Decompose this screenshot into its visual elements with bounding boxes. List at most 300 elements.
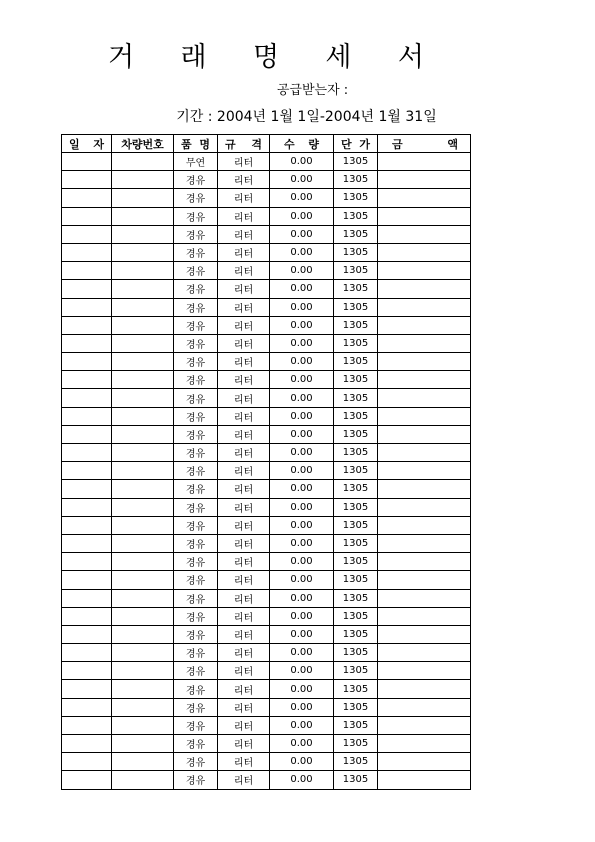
date-cell xyxy=(62,480,112,498)
vehicle-cell xyxy=(112,753,174,771)
spec-cell: 리터 xyxy=(218,735,270,753)
qty-cell: 0.00 xyxy=(270,444,334,462)
spec-cell: 리터 xyxy=(218,571,270,589)
spec-cell: 리터 xyxy=(218,771,270,789)
amount-cell xyxy=(378,716,471,734)
amount-cell xyxy=(378,680,471,698)
spec-cell: 리터 xyxy=(218,225,270,243)
title-char: 래 xyxy=(180,42,207,73)
vehicle-cell xyxy=(112,353,174,371)
vehicle-cell xyxy=(112,735,174,753)
unit-price-cell: 1305 xyxy=(334,735,378,753)
table-row xyxy=(62,316,471,334)
item-cell: 경유 xyxy=(174,498,218,516)
vehicle-cell xyxy=(112,534,174,552)
date-cell xyxy=(62,243,112,261)
qty-cell: 0.00 xyxy=(270,462,334,480)
unit-price-cell: 1305 xyxy=(334,207,378,225)
date-cell xyxy=(62,262,112,280)
table-row xyxy=(62,516,471,534)
table-row xyxy=(62,280,471,298)
date-cell xyxy=(62,407,112,425)
table-row xyxy=(62,425,471,443)
qty-cell: 0.00 xyxy=(270,516,334,534)
unit-price-cell: 1305 xyxy=(334,698,378,716)
qty-cell: 0.00 xyxy=(270,571,334,589)
header-qty-char: 량 xyxy=(308,137,319,151)
vehicle-cell xyxy=(112,243,174,261)
table-row xyxy=(62,334,471,352)
unit-price-cell: 1305 xyxy=(334,189,378,207)
unit-price-cell: 1305 xyxy=(334,444,378,462)
spec-cell: 리터 xyxy=(218,189,270,207)
date-cell xyxy=(62,644,112,662)
table-row xyxy=(62,735,471,753)
unit-price-cell: 1305 xyxy=(334,607,378,625)
spec-cell: 리터 xyxy=(218,280,270,298)
qty-cell: 0.00 xyxy=(270,280,334,298)
unit-price-cell: 1305 xyxy=(334,716,378,734)
unit-price-cell: 1305 xyxy=(334,153,378,171)
unit-price-cell: 1305 xyxy=(334,407,378,425)
item-cell: 경유 xyxy=(174,262,218,280)
unit-price-cell: 1305 xyxy=(334,316,378,334)
item-cell: 경유 xyxy=(174,371,218,389)
item-cell: 경유 xyxy=(174,243,218,261)
date-cell xyxy=(62,716,112,734)
qty-cell: 0.00 xyxy=(270,189,334,207)
amount-cell xyxy=(378,425,471,443)
vehicle-cell xyxy=(112,662,174,680)
vehicle-cell xyxy=(112,516,174,534)
date-cell xyxy=(62,316,112,334)
spec-cell: 리터 xyxy=(218,698,270,716)
vehicle-cell xyxy=(112,771,174,789)
unit-price-cell: 1305 xyxy=(334,498,378,516)
amount-cell xyxy=(378,207,471,225)
qty-cell: 0.00 xyxy=(270,771,334,789)
item-cell: 경유 xyxy=(174,771,218,789)
spec-cell: 리터 xyxy=(218,753,270,771)
unit-price-cell: 1305 xyxy=(334,298,378,316)
item-cell: 경유 xyxy=(174,589,218,607)
date-cell xyxy=(62,371,112,389)
qty-cell: 0.00 xyxy=(270,425,334,443)
vehicle-cell xyxy=(112,444,174,462)
unit-price-cell: 1305 xyxy=(334,262,378,280)
header-amount xyxy=(378,135,471,153)
unit-price-cell: 1305 xyxy=(334,462,378,480)
header-amount-char: 금 xyxy=(392,137,403,151)
spec-cell: 리터 xyxy=(218,153,270,171)
item-cell: 경유 xyxy=(174,444,218,462)
vehicle-cell xyxy=(112,171,174,189)
amount-cell xyxy=(378,316,471,334)
unit-price-cell: 1305 xyxy=(334,589,378,607)
amount-cell xyxy=(378,389,471,407)
vehicle-cell xyxy=(112,280,174,298)
spec-cell: 리터 xyxy=(218,498,270,516)
item-cell: 경유 xyxy=(174,225,218,243)
spec-cell: 리터 xyxy=(218,589,270,607)
spec-cell: 리터 xyxy=(218,316,270,334)
vehicle-cell xyxy=(112,462,174,480)
qty-cell: 0.00 xyxy=(270,480,334,498)
table-row xyxy=(62,553,471,571)
item-cell: 경유 xyxy=(174,753,218,771)
amount-cell xyxy=(378,280,471,298)
item-cell: 경유 xyxy=(174,680,218,698)
unit-price-cell: 1305 xyxy=(334,662,378,680)
qty-cell: 0.00 xyxy=(270,407,334,425)
date-cell xyxy=(62,298,112,316)
qty-cell: 0.00 xyxy=(270,498,334,516)
item-cell: 경유 xyxy=(174,607,218,625)
qty-cell: 0.00 xyxy=(270,644,334,662)
qty-cell: 0.00 xyxy=(270,607,334,625)
amount-cell xyxy=(378,607,471,625)
transaction-table xyxy=(61,134,471,790)
vehicle-cell xyxy=(112,716,174,734)
amount-cell xyxy=(378,625,471,643)
unit-price-cell: 1305 xyxy=(334,371,378,389)
vehicle-cell xyxy=(112,680,174,698)
vehicle-cell xyxy=(112,371,174,389)
date-cell xyxy=(62,189,112,207)
spec-cell: 리터 xyxy=(218,534,270,552)
table-row xyxy=(62,189,471,207)
table-row xyxy=(62,298,471,316)
qty-cell: 0.00 xyxy=(270,625,334,643)
amount-cell xyxy=(378,534,471,552)
qty-cell: 0.00 xyxy=(270,371,334,389)
amount-cell xyxy=(378,371,471,389)
spec-cell: 리터 xyxy=(218,243,270,261)
vehicle-cell xyxy=(112,316,174,334)
unit-price-cell: 1305 xyxy=(334,334,378,352)
qty-cell: 0.00 xyxy=(270,207,334,225)
spec-cell: 리터 xyxy=(218,607,270,625)
header-price-char: 단 xyxy=(341,137,352,151)
table-row xyxy=(62,153,471,171)
item-cell: 경유 xyxy=(174,735,218,753)
date-cell xyxy=(62,425,112,443)
unit-price-cell: 1305 xyxy=(334,644,378,662)
vehicle-cell xyxy=(112,589,174,607)
date-cell xyxy=(62,462,112,480)
header-item-char: 품 xyxy=(181,137,192,151)
vehicle-cell xyxy=(112,644,174,662)
table-row xyxy=(62,680,471,698)
item-cell: 경유 xyxy=(174,353,218,371)
unit-price-cell: 1305 xyxy=(334,280,378,298)
amount-cell xyxy=(378,753,471,771)
qty-cell: 0.00 xyxy=(270,243,334,261)
amount-cell xyxy=(378,553,471,571)
title-char: 서 xyxy=(397,42,424,73)
table-row xyxy=(62,607,471,625)
table-row xyxy=(62,225,471,243)
item-cell: 경유 xyxy=(174,280,218,298)
unit-price-cell: 1305 xyxy=(334,425,378,443)
date-cell xyxy=(62,334,112,352)
spec-cell: 리터 xyxy=(218,516,270,534)
amount-cell xyxy=(378,171,471,189)
qty-cell: 0.00 xyxy=(270,553,334,571)
amount-cell xyxy=(378,516,471,534)
table-row xyxy=(62,753,471,771)
qty-cell: 0.00 xyxy=(270,753,334,771)
unit-price-cell: 1305 xyxy=(334,571,378,589)
table-row xyxy=(62,243,471,261)
vehicle-cell xyxy=(112,334,174,352)
vehicle-cell xyxy=(112,480,174,498)
header-qty-char: 수 xyxy=(284,137,295,151)
date-cell xyxy=(62,680,112,698)
date-cell xyxy=(62,498,112,516)
item-cell: 경유 xyxy=(174,462,218,480)
table-row xyxy=(62,389,471,407)
spec-cell: 리터 xyxy=(218,680,270,698)
vehicle-cell xyxy=(112,553,174,571)
amount-cell xyxy=(378,462,471,480)
date-cell xyxy=(62,698,112,716)
spec-cell: 리터 xyxy=(218,407,270,425)
item-cell: 경유 xyxy=(174,298,218,316)
qty-cell: 0.00 xyxy=(270,662,334,680)
header-price-char: 가 xyxy=(359,137,370,151)
vehicle-cell xyxy=(112,625,174,643)
spec-cell: 리터 xyxy=(218,644,270,662)
table-row xyxy=(62,480,471,498)
date-cell xyxy=(62,225,112,243)
item-cell: 경유 xyxy=(174,516,218,534)
vehicle-cell xyxy=(112,153,174,171)
table-row xyxy=(62,771,471,789)
date-cell xyxy=(62,389,112,407)
header-vehicle: 차량번호 xyxy=(112,135,174,153)
item-cell: 경유 xyxy=(174,553,218,571)
spec-cell: 리터 xyxy=(218,334,270,352)
unit-price-cell: 1305 xyxy=(334,353,378,371)
spec-cell: 리터 xyxy=(218,462,270,480)
spec-cell: 리터 xyxy=(218,371,270,389)
date-cell xyxy=(62,171,112,189)
amount-cell xyxy=(378,225,471,243)
vehicle-cell xyxy=(112,189,174,207)
item-cell: 경유 xyxy=(174,207,218,225)
table-row xyxy=(62,589,471,607)
spec-cell: 리터 xyxy=(218,262,270,280)
date-cell xyxy=(62,207,112,225)
qty-cell: 0.00 xyxy=(270,389,334,407)
header-qty xyxy=(270,135,334,153)
amount-cell xyxy=(378,662,471,680)
qty-cell: 0.00 xyxy=(270,298,334,316)
unit-price-cell: 1305 xyxy=(334,680,378,698)
table-row xyxy=(62,207,471,225)
vehicle-cell xyxy=(112,425,174,443)
table-row xyxy=(62,498,471,516)
qty-cell: 0.00 xyxy=(270,534,334,552)
amount-cell xyxy=(378,698,471,716)
table-row xyxy=(62,644,471,662)
table-body xyxy=(62,153,471,790)
vehicle-cell xyxy=(112,571,174,589)
spec-cell: 리터 xyxy=(218,171,270,189)
date-cell xyxy=(62,534,112,552)
item-cell: 경유 xyxy=(174,698,218,716)
amount-cell xyxy=(378,735,471,753)
item-cell: 경유 xyxy=(174,171,218,189)
unit-price-cell: 1305 xyxy=(334,171,378,189)
table-row xyxy=(62,462,471,480)
unit-price-cell: 1305 xyxy=(334,480,378,498)
date-cell xyxy=(62,153,112,171)
amount-cell xyxy=(378,298,471,316)
header-spec-char: 격 xyxy=(251,137,262,151)
header-date-char: 일 xyxy=(69,137,80,151)
title-char: 명 xyxy=(252,42,280,73)
qty-cell: 0.00 xyxy=(270,353,334,371)
unit-price-cell: 1305 xyxy=(334,771,378,789)
table-row xyxy=(62,171,471,189)
unit-price-cell: 1305 xyxy=(334,516,378,534)
header-spec xyxy=(218,135,270,153)
header-spec-char: 규 xyxy=(225,137,236,151)
amount-cell xyxy=(378,407,471,425)
spec-cell: 리터 xyxy=(218,298,270,316)
unit-price-cell: 1305 xyxy=(334,225,378,243)
table-row xyxy=(62,625,471,643)
qty-cell: 0.00 xyxy=(270,680,334,698)
unit-price-cell: 1305 xyxy=(334,389,378,407)
date-cell xyxy=(62,662,112,680)
date-cell xyxy=(62,771,112,789)
item-cell: 경유 xyxy=(174,407,218,425)
item-cell: 경유 xyxy=(174,334,218,352)
vehicle-cell xyxy=(112,225,174,243)
qty-cell: 0.00 xyxy=(270,225,334,243)
table-row xyxy=(62,444,471,462)
amount-cell xyxy=(378,589,471,607)
header-item xyxy=(174,135,218,153)
qty-cell: 0.00 xyxy=(270,153,334,171)
amount-cell xyxy=(378,480,471,498)
title-char: 세 xyxy=(325,42,352,73)
item-cell: 경유 xyxy=(174,389,218,407)
spec-cell: 리터 xyxy=(218,553,270,571)
qty-cell: 0.00 xyxy=(270,716,334,734)
vehicle-cell xyxy=(112,698,174,716)
table-row xyxy=(62,716,471,734)
amount-cell xyxy=(378,353,471,371)
amount-cell xyxy=(378,771,471,789)
header-item-char: 명 xyxy=(199,137,210,151)
qty-cell: 0.00 xyxy=(270,698,334,716)
table-row xyxy=(62,571,471,589)
amount-cell xyxy=(378,498,471,516)
table-row xyxy=(62,698,471,716)
period-label: 기간 : 2004년 1월 1일-2004년 1월 31일 xyxy=(176,109,437,125)
date-cell xyxy=(62,553,112,571)
date-cell xyxy=(62,280,112,298)
vehicle-cell xyxy=(112,207,174,225)
table-row xyxy=(62,353,471,371)
item-cell: 경유 xyxy=(174,571,218,589)
item-cell: 경유 xyxy=(174,189,218,207)
amount-cell xyxy=(378,444,471,462)
spec-cell: 리터 xyxy=(218,444,270,462)
item-cell: 경유 xyxy=(174,480,218,498)
item-cell: 경유 xyxy=(174,316,218,334)
qty-cell: 0.00 xyxy=(270,735,334,753)
unit-price-cell: 1305 xyxy=(334,534,378,552)
vehicle-cell xyxy=(112,389,174,407)
spec-cell: 리터 xyxy=(218,625,270,643)
item-cell: 무연 xyxy=(174,153,218,171)
document-title xyxy=(60,38,470,78)
item-cell: 경유 xyxy=(174,716,218,734)
table-row xyxy=(62,407,471,425)
spec-cell: 리터 xyxy=(218,389,270,407)
date-cell xyxy=(62,589,112,607)
table-row xyxy=(62,371,471,389)
date-cell xyxy=(62,753,112,771)
table-row xyxy=(62,262,471,280)
qty-cell: 0.00 xyxy=(270,316,334,334)
spec-cell: 리터 xyxy=(218,662,270,680)
date-cell xyxy=(62,607,112,625)
amount-cell xyxy=(378,189,471,207)
vehicle-cell xyxy=(112,607,174,625)
qty-cell: 0.00 xyxy=(270,589,334,607)
spec-cell: 리터 xyxy=(218,480,270,498)
header-amount-char: 액 xyxy=(447,137,458,151)
spec-cell: 리터 xyxy=(218,425,270,443)
unit-price-cell: 1305 xyxy=(334,553,378,571)
vehicle-cell xyxy=(112,298,174,316)
table-row xyxy=(62,662,471,680)
date-cell xyxy=(62,516,112,534)
date-cell xyxy=(62,625,112,643)
spec-cell: 리터 xyxy=(218,353,270,371)
table-header-row xyxy=(62,135,471,153)
amount-cell xyxy=(378,644,471,662)
qty-cell: 0.00 xyxy=(270,334,334,352)
unit-price-cell: 1305 xyxy=(334,753,378,771)
header-date-char: 자 xyxy=(93,137,104,151)
amount-cell xyxy=(378,153,471,171)
date-cell xyxy=(62,571,112,589)
date-cell xyxy=(62,353,112,371)
amount-cell xyxy=(378,262,471,280)
item-cell: 경유 xyxy=(174,662,218,680)
spec-cell: 리터 xyxy=(218,207,270,225)
recipient-label: 공급받는자 : xyxy=(276,83,349,98)
vehicle-cell xyxy=(112,498,174,516)
title-char: 거 xyxy=(108,42,135,73)
date-cell xyxy=(62,444,112,462)
amount-cell xyxy=(378,243,471,261)
item-cell: 경유 xyxy=(174,534,218,552)
unit-price-cell: 1305 xyxy=(334,625,378,643)
header-unit-price xyxy=(334,135,378,153)
qty-cell: 0.00 xyxy=(270,262,334,280)
amount-cell xyxy=(378,334,471,352)
qty-cell: 0.00 xyxy=(270,171,334,189)
table-row xyxy=(62,534,471,552)
